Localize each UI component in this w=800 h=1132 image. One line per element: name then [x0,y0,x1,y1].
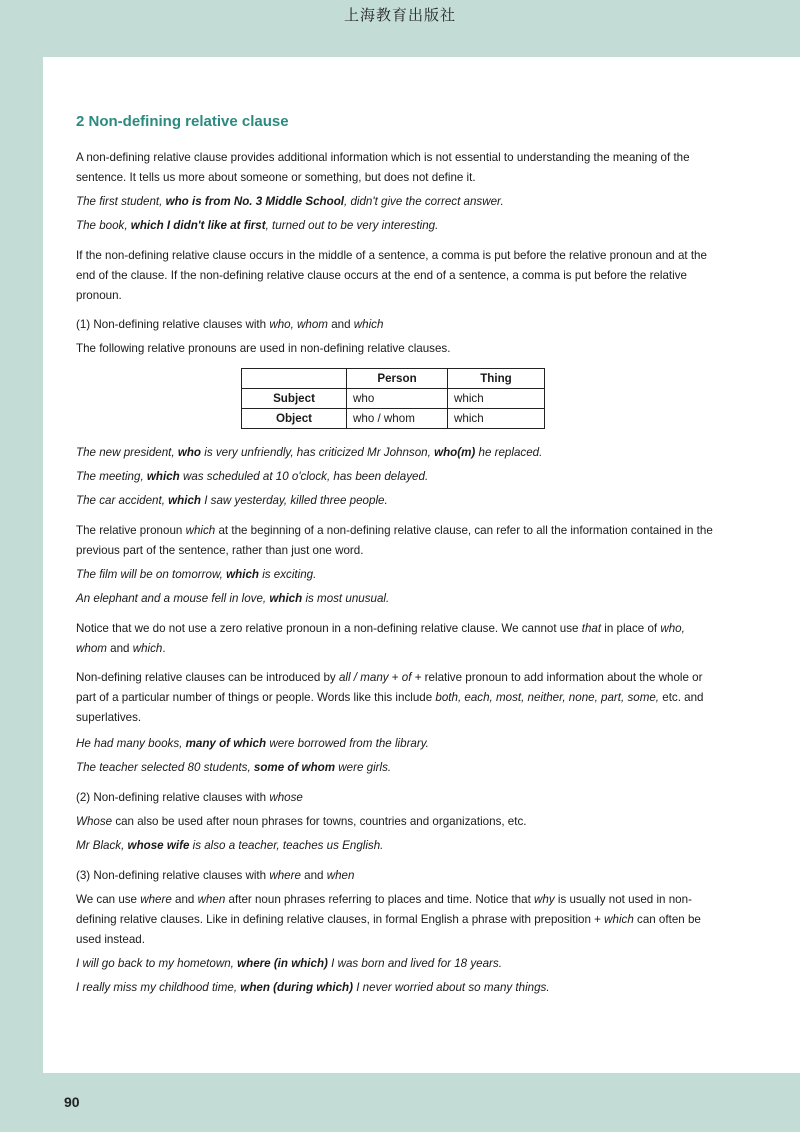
table-row [242,389,545,409]
example-sentence: Mr Black, whose wife is also a teacher, teaches us English. [76,839,384,852]
example-sentence: An elephant and a mouse fell in love, which is most unusual. [76,592,390,605]
where-when-paragraph: We can use where and when after noun phrases referring to places and time. Notice that why is usually not used in non-defining relative clauses. Like in defining relative clauses, in formal English a phrase with preposition + which can often be used instead. [76,893,701,946]
page-content [76,113,716,1002]
table-cell: which [448,409,545,429]
table-cell: who [347,389,448,409]
subsection-heading-1: (1) Non-defining relative clauses with who, whom and which [76,318,384,331]
example-sentence: The first student, who is from No. 3 Middle School, didn't give the correct answer. [76,195,504,208]
relative-pronoun-table [241,368,545,429]
which-paragraph: The relative pronoun which at the beginning of a non-defining relative clause, can refer to all the information contained in the previous part of the sentence, rather than just one word. [76,524,713,557]
table-cell: who / whom [347,409,448,429]
whose-paragraph: Whose can also be used after noun phrases for towns, countries and organizations, etc. [76,815,527,828]
example-sentence: I really miss my childhood time, when (during which) I never worried about so many things. [76,981,550,994]
table-header-cell [242,369,347,389]
table-row-label: Object [242,409,347,429]
table-row-label: Subject [242,389,347,409]
page-sheet [43,57,800,1073]
table-header-cell: Person [347,369,448,389]
example-sentence: The car accident, which I saw yesterday, killed three people. [76,494,388,507]
page-number: 90 [64,1094,80,1110]
table-lead-text: The following relative pronouns are used in non-defining relative clauses. [76,342,451,355]
table-header-cell: Thing [448,369,545,389]
comma-rule-paragraph: If the non-defining relative clause occurs in the middle of a sentence, a comma is put before the relative pronoun and at the end of the clause. If the non-defining relative clause occurs at the end of a sentence, a comma is put before the relative pronoun. [76,249,707,302]
example-sentence: The book, which I didn't like at first, turned out to be very interesting. [76,219,439,232]
example-sentence: The film will be on tomorrow, which is exciting. [76,568,317,581]
table-cell: which [448,389,545,409]
intro-paragraph: A non-defining relative clause provides additional information which is not essential to understanding the meaning of the sentence. It tells us more about someone or something, but does not define it. [76,151,690,184]
subsection-heading-3: (3) Non-defining relative clauses with where and when [76,869,355,882]
section-title: 2 Non-defining relative clause [76,113,289,130]
subsection-heading-2: (2) Non-defining relative clauses with whose [76,791,303,804]
example-sentence: The meeting, which was scheduled at 10 o'clock, has been delayed. [76,470,429,483]
zero-pronoun-paragraph: Notice that we do not use a zero relative pronoun in a non-defining relative clause. We cannot use that in place of who, whom and which. [76,622,685,655]
publisher-header: 上海教育出版社 [343,6,456,24]
example-sentence: He had many books, many of which were borrowed from the library. [76,737,429,750]
example-sentence: The new president, who is very unfriendly, has criticized Mr Johnson, who(m) he replaced. [76,446,543,459]
table-header-row [242,369,545,389]
example-sentence: The teacher selected 80 students, some of whom were girls. [76,761,392,774]
example-sentence: I will go back to my hometown, where (in which) I was born and lived for 18 years. [76,957,502,970]
table-row [242,409,545,429]
quantifier-paragraph: Non-defining relative clauses can be introduced by all / many + of + relative pronoun to add information about the whole or part of a particular number of things or people. Words like this include both, each, most, neither, none, part, some, etc. and superlatives. [76,671,704,724]
